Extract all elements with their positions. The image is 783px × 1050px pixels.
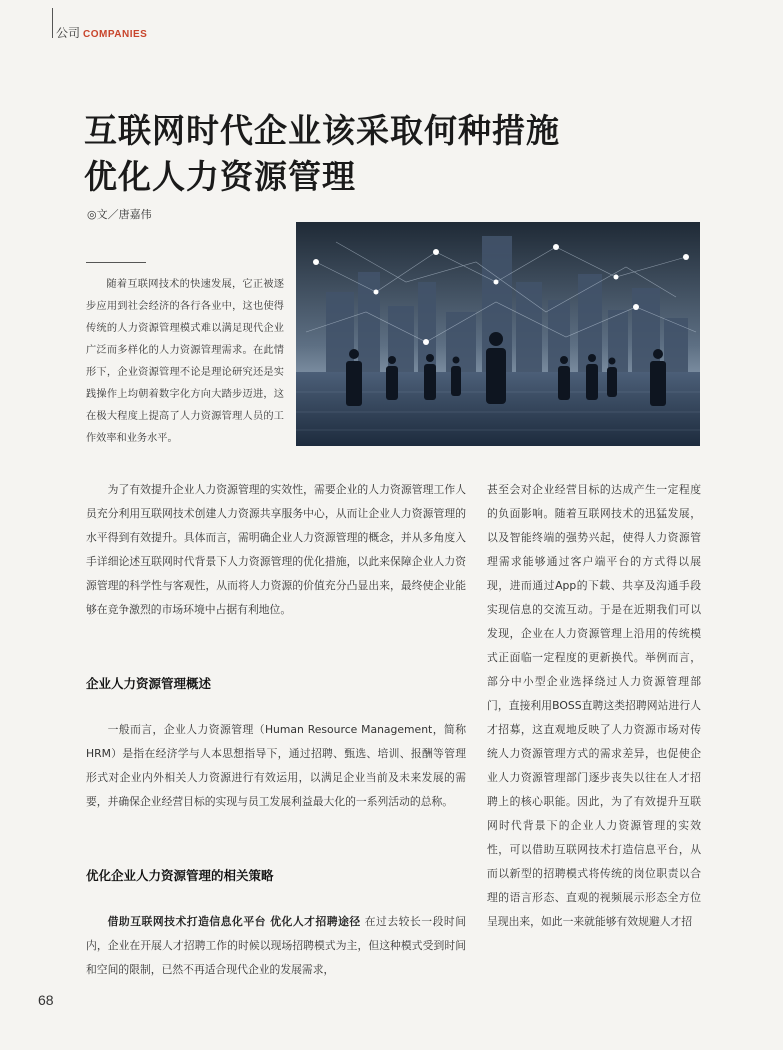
- main-column-left: [86, 478, 466, 982]
- title-line-1: 互联网时代企业该采取何种措施: [84, 111, 560, 150]
- section-label-cn: 公司: [56, 26, 81, 40]
- page-number: 68: [38, 992, 54, 1008]
- header-rule: [52, 8, 53, 38]
- section-label-en: COMPANIES: [83, 29, 148, 40]
- main-column-right: [487, 478, 701, 934]
- intro-text: 随着互联网技术的快速发展，它正被逐步应用到社会经济的各行各业中，这也使得传统的人力资源管理模式难以满足现代企业广泛而多样化的人力资源管理需求。在此情形下，企业资源管理不论是理论研究还是实践操作上均朝着数字化方向大踏步迈进，这在极大程度上提高了人力资源管理人员的工作效率和业务水平。: [86, 279, 284, 444]
- paragraph-3: [86, 910, 466, 982]
- paragraph-3-lead: 借助互联网技术打造信息化平台 优化人才招聘途径: [107, 915, 361, 928]
- byline: ◎文／唐嘉伟: [87, 208, 152, 221]
- paragraph-1: 为了有效提升企业人力资源管理的实效性，需要企业的人力资源管理工作人员充分利用互联网技术创建人力资源共享服务中心，从而让企业人力资源管理的水平得到有效提升。具体而言，需明确企业人力资源管理的概念，并从多角度入手详细论述互联网时代背景下人力资源管理的优化措施，以此来保障企业人力资源管理的科学性与客观性，从而将人力资源的价值充分凸显出来，最终使企业能够在竞争激烈的市场环境中占据有利地位。: [86, 483, 466, 616]
- section-heading-overview: 企业人力资源管理概述: [86, 676, 212, 691]
- section-header: [56, 24, 147, 41]
- section-heading-strategies: 优化企业人力资源管理的相关策略: [86, 868, 274, 883]
- right-column-text: 甚至会对企业经营目标的达成产生一定程度的负面影响。随着互联网技术的迅猛发展，以及智能终端的强势兴起，使得人力资源管理需求能够通过客户端平台的方式得以展现，进而通过App的下载、共享及沟通手段实现信息的交流互动。于是在近期我们可以发现，企业在人力资源管理上沿用的传统模式正面临一定程度的更新换代。举例而言，部分中小型企业选择绕过人力资源管理部门，直接利用BOSS直聘这类招聘网站进行人才招募，这直观地反映了人力资源市场对传统人力资源管理方式的需求差异，也促使企业人力资源管理部门逐步丧失以往在人才招聘上的核心职能。因此，为了有效提升互联网时代背景下的企业人力资源管理的实效性，可以借助互联网技术打造信息平台，从而以新型的招聘模式将传统的岗位职责以合理的语言形态、直观的视频展示形态全方位呈现出来，如此一来就能够有效规避人才招: [487, 483, 701, 928]
- article-title: [84, 108, 724, 200]
- title-line-2: 优化人力资源管理: [84, 157, 356, 196]
- business-city-photo: [296, 222, 700, 446]
- paragraph-2: 一般而言，企业人力资源管理（Human Resource Management，简称HRM）是指在经济学与人本思想指导下，通过招聘、甄选、培训、报酬等管理形式对企业内外相关人力资源进行有效运用，以满足企业当前及未来发展的需要，并确保企业经营目标的实现与员工发展利益最大化的一系列活动的总称。: [86, 723, 466, 808]
- intro-rule: [86, 262, 146, 263]
- paragraph-3-body: 在过去较长一段时间内，企业在开展人才招聘工作的时候以现场招聘模式为主，但这种模式受到时间和空间的限制，已然不再适合现代企业的发展需求，: [86, 915, 466, 976]
